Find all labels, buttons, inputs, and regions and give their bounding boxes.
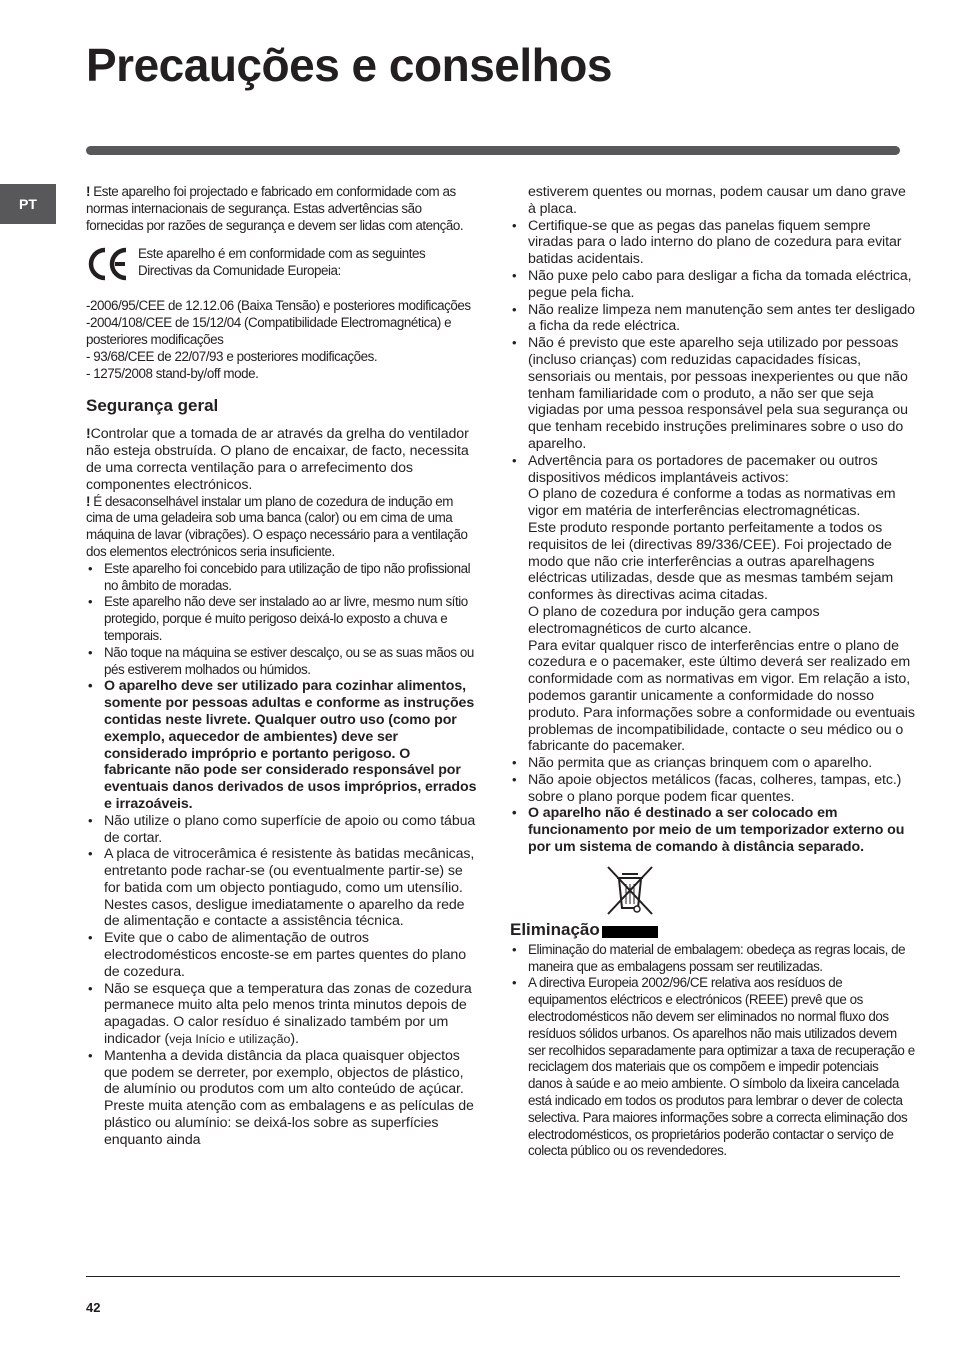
continued-text: estiverem quentes ou mornas, podem causar um dano grave à placa. (528, 184, 906, 217)
safety-list-continued (510, 218, 915, 856)
language-tab: PT (0, 184, 56, 224)
list-item: • Não utilize o plano como superfície de apoio ou como tábua de cortar. (86, 813, 478, 847)
residual-heat-text: Não se esqueça que a temperatura das zonas de cozedura permanece muito alta pelo menos trinta minutos depois de apagadas. O calor resíduo é sinalizado também por um indicador ( (104, 980, 472, 1048)
installation-warning (86, 494, 478, 561)
pacemaker-lead: • Advertência para os portadores de pacemaker ou outros dispositivos médicos implantáveis activos: (528, 452, 878, 486)
list-item: • Não toque na máquina se estiver descalço, ou se as suas mãos ou pés estiverem molhados ou húmidos. (86, 645, 478, 679)
directive-line: - 1275/2008 stand-by/off mode. (86, 365, 259, 381)
disposal-heading-text: Eliminação (510, 919, 600, 939)
ventilation-warning-text: Controlar que a tomada de ar através da grelha do ventilador não esteja obstruída. O plano de encaixar, de facto, necessita de uma correcta ventilação para o arrefecimento dos componentes electrónicos. (86, 426, 469, 493)
list-item: • Certifique-se que as pegas das panelas fiquem sempre viradas para o lado interno do plano de cozedura para evitar batidas acidentais. (510, 218, 915, 268)
list-item: • Evite que o cabo de alimentação de outros electrodomésticos encoste-se em partes quentes do plano de cozedura. (86, 930, 478, 980)
page-title: Precauções e conselhos (86, 39, 612, 91)
list-item-pacemaker (510, 453, 915, 755)
residual-heat-reference: veja Início e utilização (169, 1032, 291, 1047)
ce-compliance (86, 246, 478, 282)
intro-paragraph (86, 184, 478, 234)
intro-text: Este aparelho foi projectado e fabricado em conformidade com as normas internacionais de segurança. Estas advertências são fornecidas por razões de segurança e devem ser lidas com atenção. (86, 184, 464, 233)
left-column (86, 184, 478, 1149)
right-column (510, 184, 915, 1160)
disposal-heading-bar (602, 926, 658, 938)
disposal-heading (510, 920, 915, 940)
pacemaker-paragraph: Este produto responde portanto perfeitamente a todos os requisitos de lei (directivas 89/336/CEE). Foi projectado de modo que não crie interferências a outras aparelhagens eléctricas utilizadas, desde que as mesmas também sejam conformes às directivas acima citadas. (528, 519, 894, 604)
warning-mark: ! (86, 426, 91, 443)
safety-list (86, 561, 478, 1149)
directive-line: -2006/95/CEE de 12.12.06 (Baixa Tensão) e posteriores modificações (86, 298, 471, 314)
list-item: • Não realize limpeza nem manutenção sem antes ter desligado a ficha da rede eléctrica. (510, 302, 915, 336)
ce-mark-icon (86, 246, 130, 282)
warning-mark: ! (86, 493, 91, 509)
list-item: • Este aparelho não deve ser instalado ao ar livre, mesmo num sítio protegido, porque é muito perigoso deixá-lo exposto a chuva e temporais. (86, 594, 478, 644)
ce-text: Este aparelho é em conformidade com as seguintes Directivas da Comunidade Europeia: (138, 246, 426, 279)
page-number: 42 (86, 1300, 101, 1315)
disposal-list (510, 942, 915, 1160)
pacemaker-paragraph: Para evitar qualquer risco de interferências entre o plano de cozedura e o pacemaker, este último deverá ser realizado em conformidade com as normativas em vigor. Em relação a isto, podemos garantir unicamente a conformidade do nosso produto. Para informações sobre a conformidade ou eventuais problemas de incompatibilidade, contacte o seu médico ou o fabricante do pacemaker. (528, 637, 915, 755)
list-item: • Não é previsto que este aparelho seja utilizado por pessoas (incluso crianças) com reduzidas capacidades físicas, sensoriais ou mentais, por pessoas inexperientes ou que não tenham familiaridade com o produto, a não ser que seja vigiadas por uma pessoa responsável pela sua segurança ou que tenham recebido instruções preliminares sobre o uso do aparelho. (510, 335, 915, 453)
residual-heat-text-end: ). (290, 1031, 299, 1048)
installation-warning-text: É desaconselhável instalar um plano de cozedura de indução em cima de uma geladeira sob uma banca (calor) ou em cima de uma máquina de lavar (vibrações). O espaço necessário para a ventilação dos elementos electrónicos seria insuficiente. (86, 493, 468, 559)
list-item: • Não puxe pelo cabo para desligar a ficha da tomada eléctrica, pegue pela ficha. (510, 268, 915, 302)
list-item: • Eliminação do material de embalagem: obedeça as regras locais, de maneira que as embalagens possam ser reutilizadas. (510, 942, 915, 976)
list-item: • A placa de vitrocerâmica é resistente às batidas mecânicas, entretanto pode rachar-se (ou eventualmente partir-se) se for batida com um objecto pontiagudo, como um utensílio. Nestes casos, desligue imediatamente o aparelho da rede de alimentação e contacte a assistência técnica. (86, 846, 478, 930)
list-item-important: • O aparelho não é destinado a ser colocado em funcionamento por meio de um temporizador externo ou por um sistema de comando à distância separado. (510, 805, 915, 855)
crossed-bin-icon (604, 864, 656, 916)
ventilation-warning (86, 426, 478, 493)
pacemaker-paragraph: O plano de cozedura é conforme a todas as normativas em vigor em matéria de interferências electromagnéticas. (528, 486, 896, 520)
list-item: • Este aparelho foi concebido para utilização de tipo não profissional no âmbito de moradas. (86, 561, 478, 595)
list-item: • Não permita que as crianças brinquem com o aparelho. (510, 755, 915, 772)
directive-line: - 93/68/CEE de 22/07/93 e posteriores modificações. (86, 348, 378, 364)
directive-line: -2004/108/CEE de 15/12/04 (Compatibilidade Electromagnética) e posteriores modificações (86, 315, 452, 347)
warning-mark: ! (86, 184, 91, 199)
list-item: • Não apoie objectos metálicos (facas, colheres, tampas, etc.) sobre o plano porque podem ficar quentes. (510, 772, 915, 806)
title-divider (86, 146, 900, 155)
list-item: • A directiva Europeia 2002/96/CE relativa aos resíduos de equipamentos eléctricos e electrónicos (REEE) prevê que os electrodomésticos não devem ser eliminados no normal fluxo dos resíduos sólidos urbanos. Os aparelhos não mais utilizados devem ser recolhidos separadamente para optimizar a taxa de recuperação e reciclagem dos materiais que os compõem e impedir potenciais danos à saúde e ao meio ambiente. O símbolo da lixeira cancelada está indicado em todos os produtos para lembrar o dever de colecta selectiva. Para maiores informações sobre a correcta eliminação dos electrodomésticos, os proprietários poderão contactar o serviço de colecta público ou os revendedores. (510, 975, 915, 1160)
pacemaker-paragraph: O plano de cozedura por indução gera campos electromagnéticos de curto alcance. (528, 603, 820, 637)
list-item (86, 981, 478, 1048)
footer-divider (86, 1276, 900, 1277)
list-item-important: • O aparelho deve ser utilizado para cozinhar alimentos, somente por pessoas adultas e conforme as instruções contidas neste livrete. Qualquer outro uso (como por exemplo, aquecedor de ambientes) deve ser considerado impróprio e portanto perigoso. O fabricante não pode ser considerado responsável por eventuais danos derivados de usos impróprios, errados e irrazoáveis. (86, 678, 478, 812)
section-heading-general-safety: Segurança geral (86, 396, 219, 416)
list-item: • Mantenha a devida distância da placa quaisquer objectos que podem se derreter, por exemplo, objectos de plástico, de alumínio ou produtos com um alto conteúdo de açúcar. Preste muita atenção com as embalagens e as películas de plástico ou alumínio: se deixá-los sobre as superfícies enquanto ainda (86, 1048, 478, 1149)
